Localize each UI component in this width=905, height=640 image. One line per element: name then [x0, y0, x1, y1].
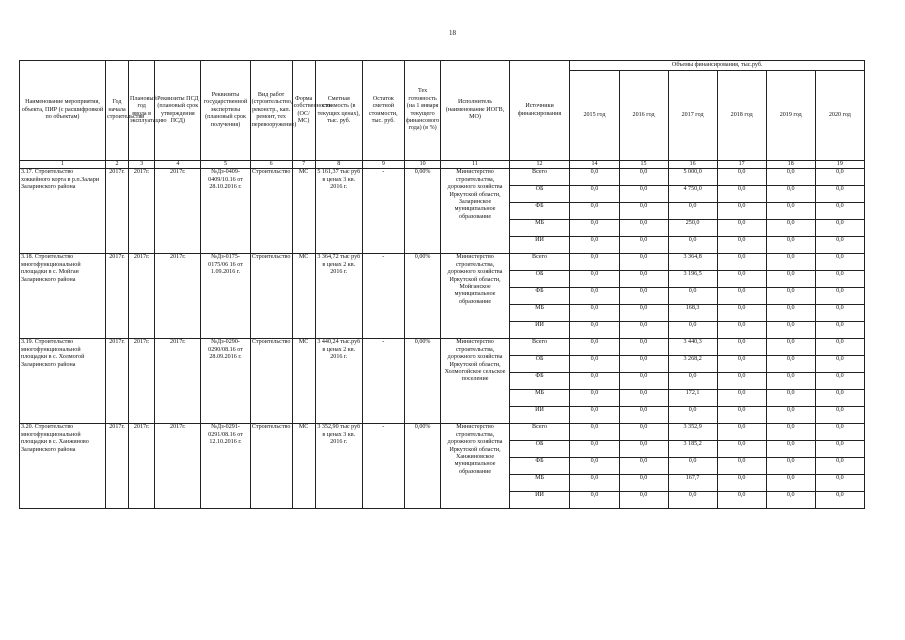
- funding-value-cell: 0,0: [717, 424, 766, 441]
- funding-value-cell: 0,0: [815, 305, 864, 322]
- estimated-cost-cell: 3 440,24 тыс.руб в ценах 2 кв. 2016 г.: [315, 339, 362, 424]
- funding-source-cell: Всего: [509, 169, 570, 186]
- funding-value-cell: 0,0: [717, 203, 766, 220]
- header-year: 2020 год: [815, 71, 864, 161]
- page-number: 18: [449, 29, 456, 37]
- funding-value-cell: 0,0: [766, 322, 815, 339]
- header-year: 2015 год: [570, 71, 619, 161]
- funding-value-cell: 0,0: [815, 203, 864, 220]
- column-number: 17: [717, 161, 766, 169]
- table-row: [20, 254, 865, 271]
- column-number: 19: [815, 161, 864, 169]
- funding-value-cell: 0,0: [815, 220, 864, 237]
- funding-value-cell: 0,0: [717, 356, 766, 373]
- funding-value-cell: 0,0: [717, 322, 766, 339]
- funding-value-cell: 0,0: [766, 390, 815, 407]
- column-number: 11: [441, 161, 509, 169]
- funding-value-cell: 0,0: [766, 237, 815, 254]
- column-number: 14: [570, 161, 619, 169]
- funding-value-cell: 0,0: [766, 288, 815, 305]
- funding-value-cell: 0,0: [815, 475, 864, 492]
- header-readiness: Тех готовность (на 1 января текущего финансового года) (в %): [404, 61, 441, 161]
- table-row: [20, 169, 865, 186]
- ownership-cell: МС: [292, 254, 315, 339]
- funding-value-cell: 0,0: [815, 186, 864, 203]
- funding-value-cell: 0,0: [570, 356, 619, 373]
- funding-value-cell: 0,0: [619, 339, 668, 356]
- funding-value-cell: 3 364,8: [668, 254, 717, 271]
- header-year: 2016 год: [619, 71, 668, 161]
- ownership-cell: МС: [292, 424, 315, 509]
- start-year-cell: 2017г.: [105, 169, 128, 254]
- header-estimated-cost: Сметная стоимость (в текущих ценах), тыс. руб.: [315, 61, 362, 161]
- funding-value-cell: 0,0: [570, 305, 619, 322]
- commission-year-cell: 2017г.: [129, 339, 155, 424]
- funding-value-cell: 0,0: [570, 254, 619, 271]
- funding-source-cell: ОБ: [509, 186, 570, 203]
- ownership-cell: МС: [292, 169, 315, 254]
- funding-value-cell: 0,0: [815, 373, 864, 390]
- column-number: 12: [509, 161, 570, 169]
- psd-cell: 2017г.: [155, 339, 201, 424]
- remaining-cost-cell: -: [362, 169, 404, 254]
- funding-value-cell: 250,0: [668, 220, 717, 237]
- funding-value-cell: 0,0: [766, 356, 815, 373]
- header-name: Наименование мероприятия, объекта, ПИР (с расшифровкой по объектам): [20, 61, 106, 161]
- header-ownership: Форма собственности (ОС/МС): [292, 61, 315, 161]
- funding-value-cell: 0,0: [815, 254, 864, 271]
- funding-value-cell: 0,0: [717, 254, 766, 271]
- funding-value-cell: 0,0: [815, 407, 864, 424]
- funding-value-cell: 3 185,2: [668, 441, 717, 458]
- commission-year-cell: 2017г.: [129, 254, 155, 339]
- funding-value-cell: 0,0: [619, 356, 668, 373]
- funding-value-cell: 3 352,9: [668, 424, 717, 441]
- table-row: [20, 424, 865, 441]
- funding-value-cell: 3 268,2: [668, 356, 717, 373]
- funding-source-cell: ИИ: [509, 322, 570, 339]
- column-number: 1: [20, 161, 106, 169]
- funding-value-cell: 0,0: [570, 458, 619, 475]
- column-number: 16: [668, 161, 717, 169]
- funding-value-cell: 0,0: [619, 288, 668, 305]
- funding-value-cell: 0,0: [766, 458, 815, 475]
- object-name-cell: 3.20. Строительство многофункциональной площадки в с. Ханжиново Заларинского района: [20, 424, 106, 509]
- funding-value-cell: 0,0: [717, 390, 766, 407]
- readiness-cell: 0,00%: [404, 424, 441, 509]
- funding-value-cell: 0,0: [815, 339, 864, 356]
- work-type-cell: Строительство: [250, 424, 292, 509]
- commission-year-cell: 2017г.: [129, 424, 155, 509]
- funding-value-cell: 0,0: [717, 237, 766, 254]
- funding-value-cell: 0,0: [717, 305, 766, 322]
- funding-source-cell: ОБ: [509, 356, 570, 373]
- object-name-cell: 3.17. Строительство хоккейного корта в р.п.Залари Заларинского района: [20, 169, 106, 254]
- funding-value-cell: 0,0: [717, 441, 766, 458]
- funding-value-cell: 0,0: [570, 220, 619, 237]
- psd-cell: 2017г.: [155, 424, 201, 509]
- funding-value-cell: 0,0: [570, 492, 619, 509]
- remaining-cost-cell: -: [362, 424, 404, 509]
- funding-value-cell: 0,0: [570, 203, 619, 220]
- column-number: 15: [619, 161, 668, 169]
- funding-value-cell: 0,0: [570, 237, 619, 254]
- funding-value-cell: 0,0: [766, 475, 815, 492]
- funding-value-cell: 0,0: [717, 475, 766, 492]
- funding-value-cell: 0,0: [668, 407, 717, 424]
- executor-cell: Министерство строительства, дорожного хозяйства Иркутской области, Холмогойское сельское поселение: [441, 339, 509, 424]
- funding-value-cell: 0,0: [668, 492, 717, 509]
- psd-cell: 2017г.: [155, 254, 201, 339]
- funding-source-cell: ФБ: [509, 288, 570, 305]
- header-executor: Исполнитель (наименование ИОГВ, МО): [441, 61, 509, 161]
- funding-value-cell: 0,0: [570, 271, 619, 288]
- expertise-cell: №Дз-0291-0291/08.16 от 12.10.2016 г.: [201, 424, 250, 509]
- funding-value-cell: 0,0: [717, 407, 766, 424]
- funding-source-cell: ФБ: [509, 373, 570, 390]
- funding-value-cell: 0,0: [668, 237, 717, 254]
- funding-value-cell: 0,0: [619, 424, 668, 441]
- funding-value-cell: 0,0: [766, 407, 815, 424]
- column-number: 4: [155, 161, 201, 169]
- header-remaining-cost: Остаток сметной стоимости, тыс. руб.: [362, 61, 404, 161]
- header-year: 2018 год: [717, 71, 766, 161]
- funding-value-cell: 0,0: [766, 254, 815, 271]
- funding-value-cell: 0,0: [619, 390, 668, 407]
- estimated-cost-cell: 5 161,37 тыс руб в ценах 3 кв. 2016 г.: [315, 169, 362, 254]
- column-number: 5: [201, 161, 250, 169]
- funding-source-cell: МБ: [509, 390, 570, 407]
- funding-value-cell: 0,0: [766, 492, 815, 509]
- object-name-cell: 3.19. Строительство многофункциональной площадки в с. Холмогой Заларинского района: [20, 339, 106, 424]
- expertise-cell: №Дз-0175-0175/06 16 от 1.09.2016 г.: [201, 254, 250, 339]
- object-name-cell: 3.18. Строительство многофункциональной площадки в с. Мойган Заларинского района: [20, 254, 106, 339]
- funding-value-cell: 0,0: [717, 458, 766, 475]
- funding-value-cell: 0,0: [619, 407, 668, 424]
- funding-source-cell: ОБ: [509, 271, 570, 288]
- header-expertise: Реквизиты государственной экспертизы (плановый срок получения): [201, 61, 250, 161]
- funding-value-cell: 0,0: [619, 220, 668, 237]
- work-type-cell: Строительство: [250, 339, 292, 424]
- readiness-cell: 0,00%: [404, 339, 441, 424]
- funding-value-cell: 0,0: [619, 305, 668, 322]
- start-year-cell: 2017г.: [105, 424, 128, 509]
- funding-value-cell: 0,0: [766, 220, 815, 237]
- executor-cell: Министерство строительства, дорожного хозяйства Иркутской области, Заларинское муниципальное образование: [441, 169, 509, 254]
- funding-value-cell: 0,0: [717, 492, 766, 509]
- funding-source-cell: МБ: [509, 305, 570, 322]
- work-type-cell: Строительство: [250, 169, 292, 254]
- remaining-cost-cell: -: [362, 254, 404, 339]
- funding-value-cell: 172,1: [668, 390, 717, 407]
- funding-value-cell: 0,0: [815, 458, 864, 475]
- funding-source-cell: Всего: [509, 254, 570, 271]
- funding-value-cell: 0,0: [619, 373, 668, 390]
- funding-value-cell: 0,0: [570, 288, 619, 305]
- funding-value-cell: 0,0: [815, 237, 864, 254]
- funding-source-cell: ИИ: [509, 237, 570, 254]
- funding-value-cell: 0,0: [717, 186, 766, 203]
- funding-value-cell: 0,0: [815, 424, 864, 441]
- column-number: 7: [292, 161, 315, 169]
- column-number: 6: [250, 161, 292, 169]
- header-year: 2019 год: [766, 71, 815, 161]
- funding-value-cell: 0,0: [717, 288, 766, 305]
- funding-value-cell: 0,0: [815, 492, 864, 509]
- funding-source-cell: Всего: [509, 424, 570, 441]
- psd-cell: 2017г.: [155, 169, 201, 254]
- start-year-cell: 2017г.: [105, 339, 128, 424]
- funding-source-cell: ИИ: [509, 407, 570, 424]
- estimated-cost-cell: 3 352,90 тыс руб в ценах 3 кв. 2016 г.: [315, 424, 362, 509]
- funding-source-cell: МБ: [509, 220, 570, 237]
- funding-value-cell: 0,0: [570, 322, 619, 339]
- funding-value-cell: 0,0: [766, 424, 815, 441]
- header-funding-sources: Источники финансирования: [509, 61, 570, 161]
- funding-value-cell: 0,0: [717, 373, 766, 390]
- funding-value-cell: 0,0: [766, 339, 815, 356]
- funding-value-cell: 0,0: [766, 186, 815, 203]
- funding-value-cell: 0,0: [619, 186, 668, 203]
- funding-value-cell: 0,0: [619, 169, 668, 186]
- column-number: 8: [315, 161, 362, 169]
- header-start-year: Год начала строительства: [105, 61, 128, 161]
- financing-table: [19, 60, 865, 509]
- expertise-cell: №Дз-0290-0290/08.16 от 28.09.2016 г.: [201, 339, 250, 424]
- ownership-cell: МС: [292, 339, 315, 424]
- funding-value-cell: 0,0: [815, 169, 864, 186]
- funding-value-cell: 0,0: [668, 288, 717, 305]
- funding-value-cell: 0,0: [570, 390, 619, 407]
- funding-value-cell: 0,0: [619, 458, 668, 475]
- remaining-cost-cell: -: [362, 339, 404, 424]
- readiness-cell: 0,00%: [404, 169, 441, 254]
- funding-source-cell: Всего: [509, 339, 570, 356]
- funding-value-cell: 0,0: [619, 237, 668, 254]
- readiness-cell: 0,00%: [404, 254, 441, 339]
- funding-value-cell: 0,0: [717, 169, 766, 186]
- funding-value-cell: 3 440,3: [668, 339, 717, 356]
- funding-value-cell: 0,0: [619, 271, 668, 288]
- funding-value-cell: 5 000,0: [668, 169, 717, 186]
- funding-value-cell: 0,0: [668, 322, 717, 339]
- funding-value-cell: 0,0: [570, 373, 619, 390]
- funding-source-cell: ФБ: [509, 458, 570, 475]
- column-number: 18: [766, 161, 815, 169]
- column-number: 2: [105, 161, 128, 169]
- executor-cell: Министерство строительства, дорожного хозяйства Иркутской области, Ханжиновское муниципальное образование: [441, 424, 509, 509]
- executor-cell: Министерство строительства, дорожного хозяйства Иркутской области, Мойганское муниципальное образование: [441, 254, 509, 339]
- funding-value-cell: 0,0: [815, 288, 864, 305]
- funding-value-cell: 0,0: [668, 458, 717, 475]
- header-year: 2017 год: [668, 71, 717, 161]
- funding-value-cell: 0,0: [815, 390, 864, 407]
- funding-value-cell: 0,0: [570, 407, 619, 424]
- table-row: [20, 339, 865, 356]
- funding-value-cell: 0,0: [815, 322, 864, 339]
- start-year-cell: 2017г.: [105, 254, 128, 339]
- estimated-cost-cell: 3 364,72 тыс руб в ценах 2 кв. 2016 г.: [315, 254, 362, 339]
- funding-value-cell: 168,3: [668, 305, 717, 322]
- funding-value-cell: 0,0: [619, 492, 668, 509]
- funding-value-cell: 0,0: [570, 169, 619, 186]
- funding-value-cell: 0,0: [570, 441, 619, 458]
- funding-value-cell: 0,0: [766, 203, 815, 220]
- funding-value-cell: 0,0: [815, 271, 864, 288]
- funding-value-cell: 3 196,5: [668, 271, 717, 288]
- funding-value-cell: 4 750,0: [668, 186, 717, 203]
- funding-source-cell: ОБ: [509, 441, 570, 458]
- funding-value-cell: 0,0: [619, 441, 668, 458]
- expertise-cell: №Дз-0409-0409/10.16 от 28.10.2016 г.: [201, 169, 250, 254]
- funding-value-cell: 0,0: [717, 220, 766, 237]
- column-number: 3: [129, 161, 155, 169]
- header-funding-volume: Объемы финансирования, тыс.руб.: [570, 61, 865, 71]
- funding-value-cell: 0,0: [766, 373, 815, 390]
- funding-value-cell: 0,0: [815, 356, 864, 373]
- column-number: 9: [362, 161, 404, 169]
- commission-year-cell: 2017г.: [129, 169, 155, 254]
- funding-value-cell: 0,0: [815, 441, 864, 458]
- funding-value-cell: 0,0: [766, 305, 815, 322]
- header-work-type: Вид работ (строительство, реконстр., кап. ремонт, тех перевооружение): [250, 61, 292, 161]
- funding-value-cell: 0,0: [619, 475, 668, 492]
- funding-source-cell: МБ: [509, 475, 570, 492]
- funding-value-cell: 0,0: [570, 424, 619, 441]
- funding-value-cell: 0,0: [717, 271, 766, 288]
- funding-value-cell: 0,0: [766, 169, 815, 186]
- funding-value-cell: 0,0: [570, 475, 619, 492]
- header-commission-year: Плановый год ввода в эксплуатацию: [129, 61, 155, 161]
- funding-value-cell: 0,0: [570, 339, 619, 356]
- funding-source-cell: ИИ: [509, 492, 570, 509]
- funding-value-cell: 0,0: [668, 203, 717, 220]
- funding-value-cell: 0,0: [619, 322, 668, 339]
- funding-value-cell: 0,0: [717, 339, 766, 356]
- funding-value-cell: 0,0: [619, 254, 668, 271]
- funding-value-cell: 0,0: [570, 186, 619, 203]
- funding-value-cell: 0,0: [619, 203, 668, 220]
- work-type-cell: Строительство: [250, 254, 292, 339]
- funding-value-cell: 0,0: [766, 441, 815, 458]
- funding-value-cell: 0,0: [668, 373, 717, 390]
- header-psd: Реквизиты ПСД (плановый срок утверждения ПСД): [155, 61, 201, 161]
- funding-value-cell: 0,0: [766, 271, 815, 288]
- funding-source-cell: ФБ: [509, 203, 570, 220]
- funding-value-cell: 167,7: [668, 475, 717, 492]
- column-number: 10: [404, 161, 441, 169]
